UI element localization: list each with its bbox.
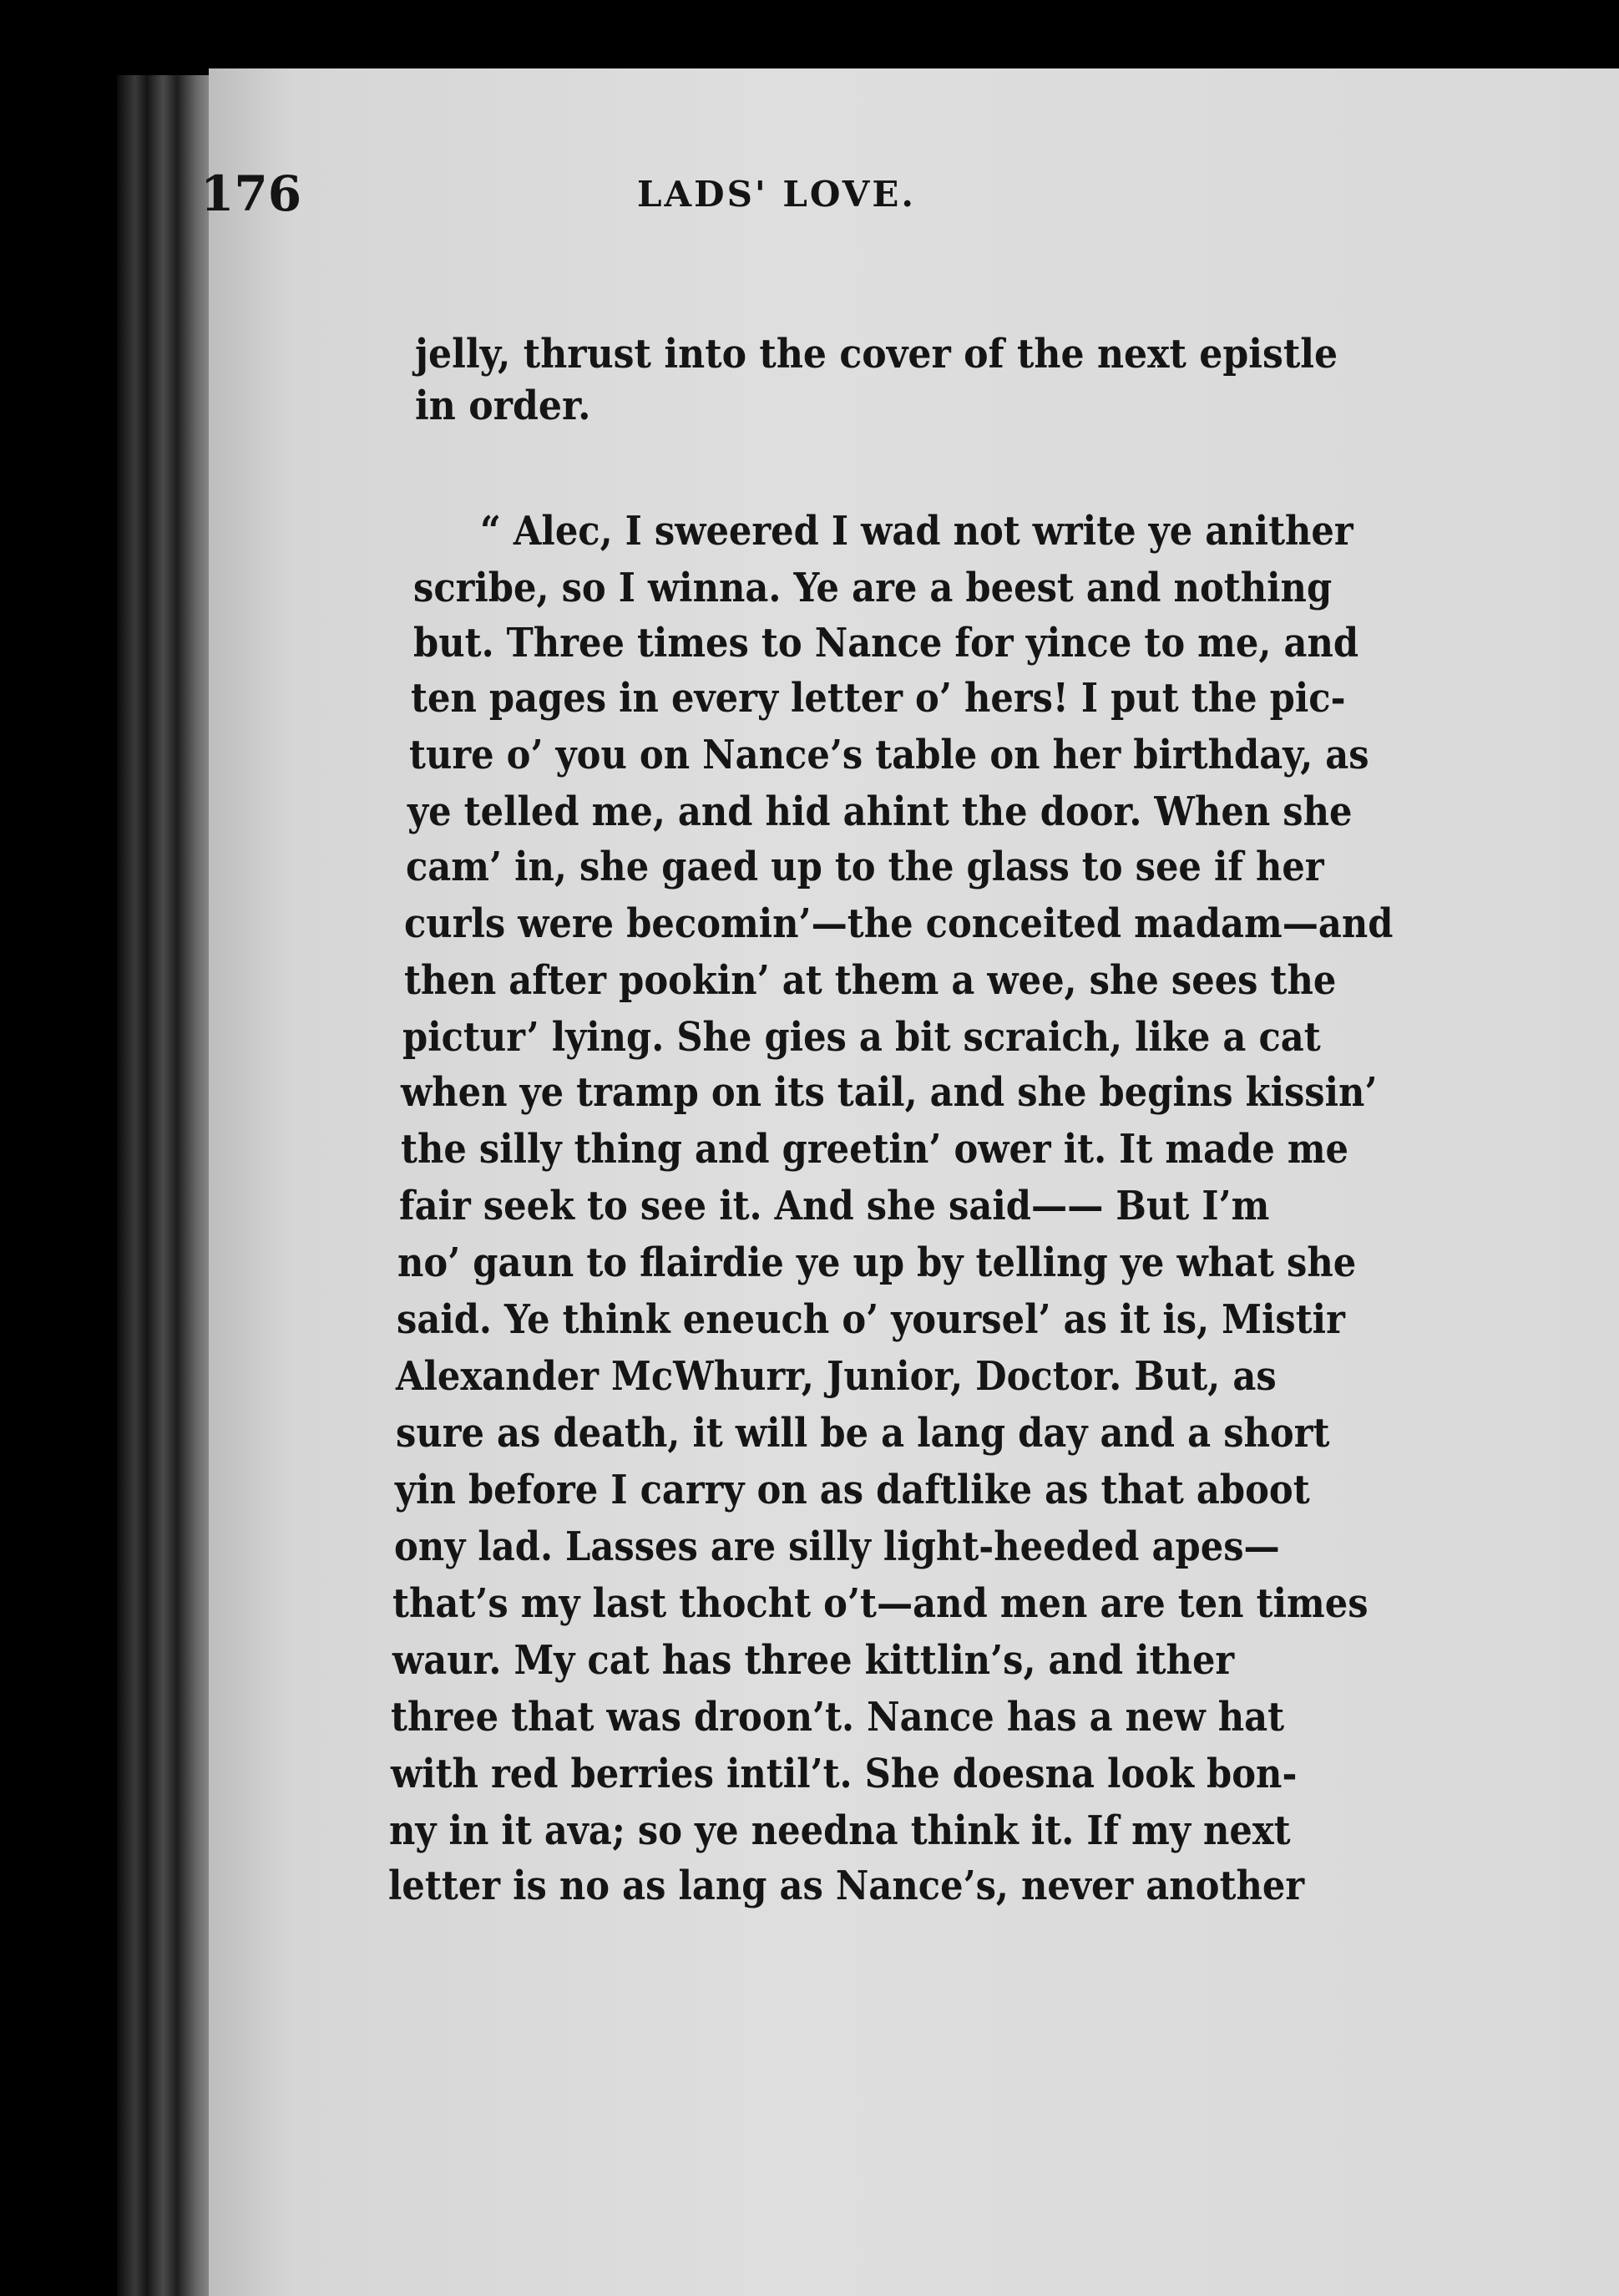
text-line: pictur’ lying. She gies a bit scraich, like a cat [402,1014,1321,1061]
text-line: no’ gaun to flairdie ye up by telling ye what she [397,1239,1357,1286]
page-number: 176 [200,165,302,222]
text-line: ye telled me, and hid ahint the door. When she [407,788,1353,835]
text-line: then after pookin’ at them a wee, she sees the [404,957,1337,1004]
text-line: with red berries intil’t. She doesna look bon- [391,1751,1298,1797]
text-line: when ye tramp on its tail, and she begins kissin’ [401,1069,1378,1116]
text-line: three that was droon’t. Nance has a new hat [391,1694,1285,1741]
text-line: yin before I carry on as daftlike as that aboot [395,1467,1310,1513]
text-line: Alexander McWhurr, Junior, Doctor. But, as [396,1353,1277,1400]
text-line: said. Ye think eneuch o’ yoursel’ as it is, Mistir [397,1296,1345,1343]
running-title: LADS' LOVE. [637,174,916,215]
text-line: that’s my last thocht o’t—and men are ten times [392,1580,1369,1627]
text-line: curls were becomin’—the conceited madam—and [404,900,1394,947]
text-line: scribe, so I winna. Ye are a beest and nothing [413,565,1333,611]
text-line: waur. My cat has three kittlin’s, and ither [392,1637,1235,1684]
text-line: letter is no as lang as Nance’s, never another [388,1863,1305,1909]
text-line: fair seek to see it. And she said—— But I’m [399,1183,1270,1229]
text-line: jelly, thrust into the cover of the next epistle [415,331,1338,378]
text-line: the silly thing and greetin’ ower it. It made me [401,1126,1349,1173]
text-line: cam’ in, she gaed up to the glass to see if her [406,844,1324,890]
text-line: in order. [415,383,591,429]
text-line: ture o’ you on Nance’s table on her birthday, as [409,732,1369,778]
text-line: sure as death, it will be a lang day and a short [396,1410,1330,1457]
text-line: ny in it ava; so ye needna think it. If my next [389,1807,1291,1854]
text-line: ony lad. Lasses are silly light-heeded apes— [394,1523,1280,1570]
text-line: ten pages in every letter o’ hers! I put the pic- [411,675,1346,722]
text-line: but. Three times to Nance for yince to me, and [413,620,1359,666]
text-line: “ Alec, I sweered I wad not write ye anither [480,508,1353,555]
